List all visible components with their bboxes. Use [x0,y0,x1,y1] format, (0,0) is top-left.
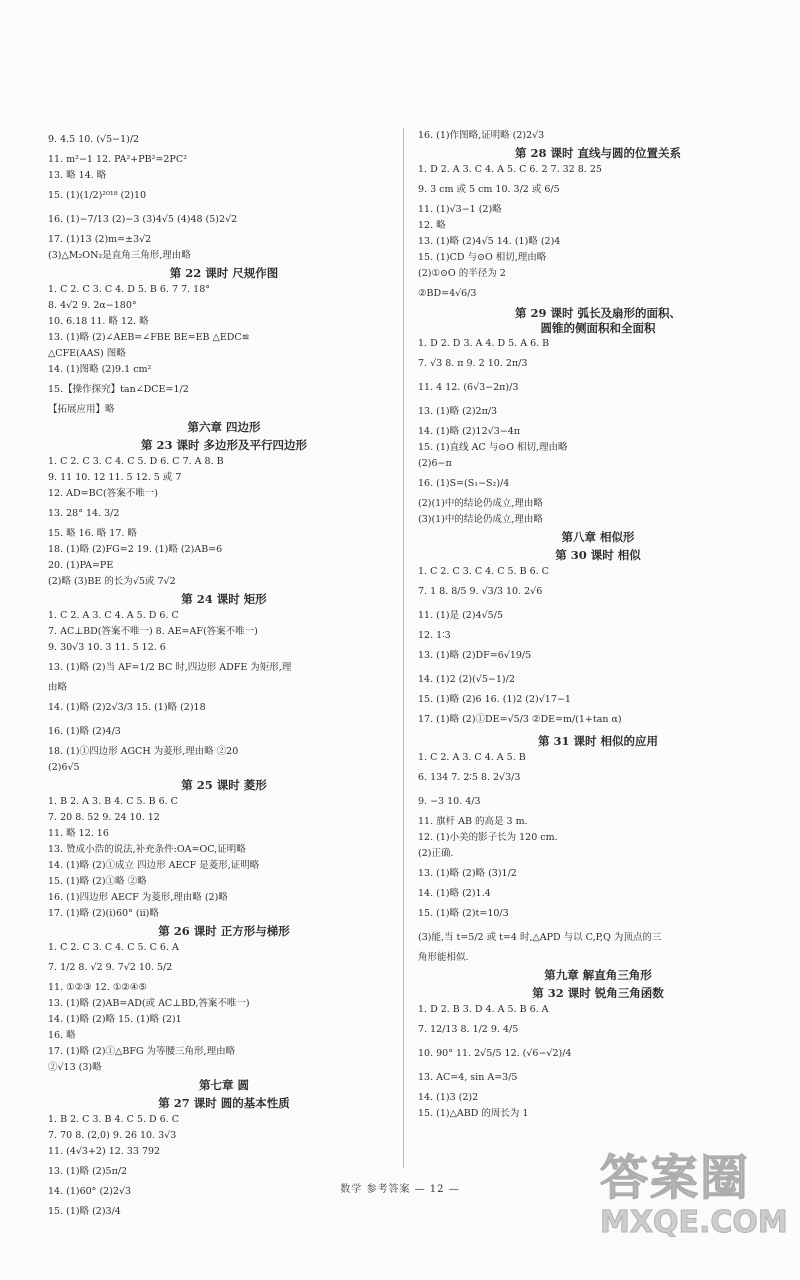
answer-line: 12. (1)小美的影子长为 120 cm. [418,832,558,843]
answer-line: (2)略 (3)BE 的长为√5或 7√2 [48,576,176,587]
answer-line: 11. 略 12. 16 [48,828,109,839]
answer-line: 16. (1)作图略,证明略 (2)2√3 [418,130,545,141]
answer-line: 13. (1)略 (2)略 (3)1/2 [418,868,517,879]
answer-line: ②√13 (3)略 [48,1062,102,1073]
answer-line: 15. (1)△ABD 的周长为 1 [418,1108,529,1119]
answer-line: 16. (1)略 (2)4/3 [48,726,121,737]
answer-line: (2)6−π [418,458,452,469]
answer-line: 6. 134 7. 2∶5 8. 2√3/3 [418,772,521,783]
answer-line: 1. C 2. A 3. C 4. A 5. B [418,752,526,763]
answer-line: 15. (1)略 (2)3/4 [48,1206,121,1217]
answer-line: 13. (1)略 (2)2π/3 [418,406,498,417]
answer-line: 14. (1)2 (2)(√5−1)/2 [418,674,515,685]
answer-line: 10. 6.18 11. 略 12. 略 [48,316,149,327]
answer-line: 7. 12/13 8. 1/2 9. 4/5 [418,1024,519,1035]
answer-line: (2)(1)中的结论仍成立,理由略 [418,498,543,509]
answer-line: 16. 略 [48,1030,76,1041]
answer-line: 17. (1)略 (2)①△BFG 为等腰三角形,理由略 [48,1046,236,1057]
answer-line: 1. D 2. B 3. D 4. A 5. B 6. A [418,1004,549,1015]
answer-line: 11. (1)是 (2)4√5/5 [418,610,503,621]
answer-line: 7. √3 8. π 9. 2 10. 2π/3 [418,358,528,369]
answer-line: 角形能相似. [418,952,469,963]
answer-line: 14. (1)略 (2)①成立 四边形 AECF 是菱形,证明略 [48,860,260,871]
answer-line: (2)6√5 [48,762,80,773]
answer-line: 15. (1)略 (2)①略 ②略 [48,876,147,887]
answer-line: 15. 略 16. 略 17. 略 [48,528,137,539]
answer-line: 14. (1)略 (2)1.4 [418,888,491,899]
answer-line: 15. (1)略 (2)6 16. (1)2 (2)√17−1 [418,694,571,705]
answer-line: 16. (1)S=(S₁−S₂)/4 [418,478,510,489]
section-heading: 第 31 课时 相似的应用 [537,734,658,748]
answer-line: 7. 70 8. (2,0) 9. 26 10. 3√3 [48,1130,177,1141]
answer-line: 13. (1)略 (2)AB=AD(或 AC⊥BD,答案不唯一) [48,998,250,1009]
page-footer: 数学 参考答案 — 12 — [340,1184,460,1195]
right-column [418,128,778,1122]
answer-line: 14. (1)略 (2)12√3−4π [418,426,520,437]
answer-line: 9. 3 cm 或 5 cm 10. 3/2 或 6/5 [418,184,560,195]
answer-line: 13. (1)略 (2)当 AF=1/2 BC 时,四边形 ADFE 为矩形,理 [48,662,292,673]
answer-line: (3)(1)中的结论仍成立,理由略 [418,514,543,525]
answer-line: 13. AC=4, sin A=3/5 [418,1072,518,1083]
column-divider [403,128,404,1168]
answer-line: (2)正确. [418,848,454,859]
section-heading: 第 32 课时 锐角三角函数 [532,986,664,1000]
answer-line: 18. (1)①四边形 AGCH 为菱形,理由略 ②20 [48,746,239,757]
answer-line: 15. (1)直线 AC 与⊙O 相切,理由略 [418,442,568,453]
section-heading: 第 23 课时 多边形及平行四边形 [140,438,307,452]
answer-line: 16. (1)−7/13 (2)−3 (3)4√5 (4)48 (5)2√2 [48,214,238,225]
answer-line: △CFE(AAS) 图略 [48,348,126,359]
section-heading: 第 25 课时 菱形 [181,778,267,792]
answer-line: 11. m²−1 12. PA²+PB²=2PC² [48,154,187,165]
answer-line: 1. C 2. C 3. C 4. C 5. C 6. A [48,942,179,953]
answer-line: 13. (1)略 (2)5π/2 [48,1166,128,1177]
answer-line: 17. (1)13 (2)m=±3√2 [48,234,152,245]
answer-line: 13. 赞成小浩的说法,补充条件:OA=OC,证明略 [48,844,246,855]
answer-line: 11. ①②③ 12. ①②④⑤ [48,982,147,993]
answer-line: 16. (1)四边形 AECF 为菱形,理由略 (2)略 [48,892,228,903]
watermark-url: MXQE.COM [600,1205,788,1240]
answer-line: 9. 11 10. 12 11. 5 12. 5 或 7 [48,472,182,483]
answer-line: (3)能,当 t=5/2 或 t=4 时,△APD 与以 C,P,Q 为顶点的三 [418,932,662,943]
section-heading: 第 24 课时 矩形 [181,592,267,606]
answer-line: 7. 1 8. 8/5 9. √3/3 10. 2√6 [418,586,543,597]
answer-line: 11. (1)√3−1 (2)略 [418,204,502,215]
section-heading: 第七章 圆 [198,1078,249,1092]
answer-line: 11. 4 12. (6√3−2π)/3 [418,382,519,393]
answer-line: 13. (1)略 (2)4√5 14. (1)略 (2)4 [418,236,561,247]
section-heading: 第六章 四边形 [187,420,261,434]
answer-line: 20. (1)PA=PE [48,560,114,571]
section-heading: 第九章 解直角三角形 [544,968,652,982]
answer-line: 1. C 2. C 3. C 4. D 5. B 6. 7 7. 18° [48,284,210,295]
answer-line: 15.【操作探究】tan∠DCE=1/2 [48,384,189,395]
section-heading: 第 30 课时 相似 [555,548,641,562]
answer-line: 9. −3 10. 4/3 [418,796,481,807]
answer-line: 13. (1)略 (2)∠AEB=∠FBE BE=EB △EDC≌ [48,332,250,343]
answer-line: 15. (1)(1/2)²⁰¹⁸ (2)10 [48,190,147,201]
section-heading: 第 27 课时 圆的基本性质 [158,1096,290,1110]
answer-line: (3)△M₂ON₂是直角三角形,理由略 [48,250,191,261]
answer-line: 1. B 2. A 3. B 4. C 5. B 6. C [48,796,178,807]
answer-line: 9. 4.5 10. (√5−1)/2 [48,134,140,145]
answer-line: 12. AD=BC(答案不唯一) [48,488,158,499]
answer-line: 14. (1)略 (2)略 15. (1)略 (2)1 [48,1014,182,1025]
answer-line: 1. C 2. C 3. C 4. C 5. D 6. C 7. A 8. B [48,456,224,467]
answer-line: 8. 4√2 9. 2α−180° [48,300,137,311]
answer-line: 15. (1)略 (2)t=10/3 [418,908,509,919]
answer-line: 7. AC⊥BD(答案不唯一) 8. AE=AF(答案不唯一) [48,626,258,637]
watermark-logo [600,1150,788,1270]
answer-line: 13. (1)略 (2)DF=6√19/5 [418,650,532,661]
answer-line: 7. 1/2 8. √2 9. 7√2 10. 5/2 [48,962,173,973]
answer-line: 18. (1)略 (2)FG=2 19. (1)略 (2)AB=6 [48,544,223,555]
answer-line: 1. D 2. A 3. C 4. A 5. C 6. 2 7. 32 8. 25 [418,164,602,175]
answer-line: 12. 1∶3 [418,630,451,641]
answer-line: 1. D 2. D 3. A 4. D 5. A 6. B [418,338,550,349]
section-heading: 第八章 相似形 [561,530,635,544]
answer-line: 9. 30√3 10. 3 11. 5 12. 6 [48,642,166,653]
answer-line: 17. (1)略 (2)(ⅰ)60° (ⅱ)略 [48,908,159,919]
section-heading: 第 22 课时 尺规作图 [169,266,279,280]
answer-line: 14. (1)略 (2)2√3/3 15. (1)略 (2)18 [48,702,206,713]
answer-line: 1. B 2. C 3. B 4. C 5. D 6. C [48,1114,179,1125]
answer-line: 11. 旗杆 AB 的高是 3 m. [418,816,528,827]
answer-line: 13. 28° 14. 3/2 [48,508,120,519]
answer-line: 1. C 2. A 3. C 4. A 5. D 6. C [48,610,179,621]
answer-line: 15. (1)CD 与⊙O 相切,理由略 [418,252,547,263]
answer-line: 由略 [48,682,68,693]
answer-line: 12. 略 [418,220,446,231]
answer-line: (2)①⊙O 的半径为 2 [418,268,506,279]
answer-line: 10. 90° 11. 2√5/5 12. (√6−√2)/4 [418,1048,572,1059]
answer-line: ②BD=4√6/3 [418,288,477,299]
answer-line: 17. (1)略 (2)①DE=√5/3 ②DE=m/(1+tan α) [418,714,622,725]
section-heading: 圆锥的侧面积和全面积 [540,321,656,335]
answer-line: 14. (1)3 (2)2 [418,1092,479,1103]
answer-line: 14. (1)图略 (2)9.1 cm² [48,364,152,375]
section-heading: 第 28 课时 直线与圆的位置关系 [514,146,681,160]
section-heading: 第 26 课时 正方形与梯形 [158,924,290,938]
answer-line: 13. 略 14. 略 [48,170,107,181]
watermark-title: 答案圈 [600,1150,751,1206]
answer-line: 14. (1)60° (2)2√3 [48,1186,132,1197]
answer-line: 【拓展应用】略 [48,404,115,415]
answer-line: 7. 20 8. 52 9. 24 10. 12 [48,812,160,823]
answer-line: 11. (4√3+2) 12. 33 792 [48,1146,161,1157]
answer-line: 1. C 2. C 3. C 4. C 5. B 6. C [418,566,549,577]
left-column [48,128,400,1224]
section-heading: 第 29 课时 弧长及扇形的面积、 [514,306,681,320]
